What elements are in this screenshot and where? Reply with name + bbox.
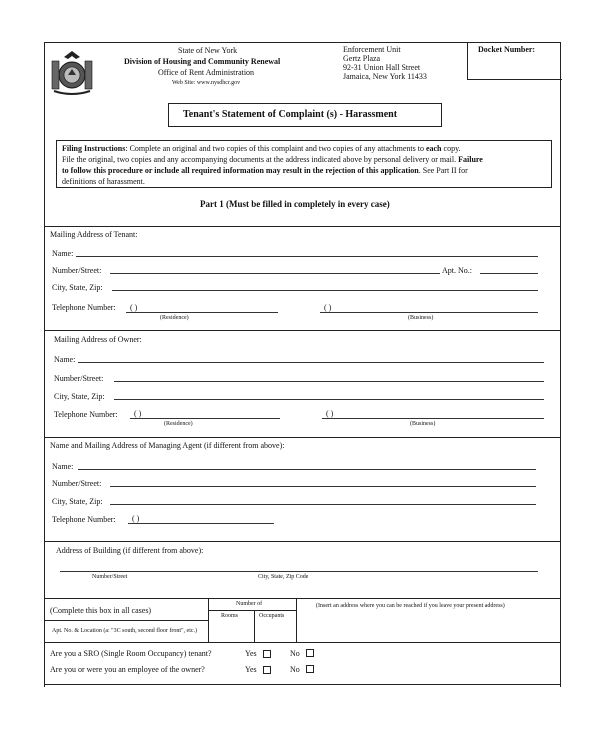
agent-area-code: ( ) <box>132 514 140 523</box>
instructions-line4: definitions of harassment. <box>62 177 145 186</box>
tenant-business-phone-input[interactable] <box>320 312 538 313</box>
alternate-address-input[interactable] <box>298 614 558 640</box>
owner-residence-caption: (Residence) <box>164 421 193 427</box>
agent-phone-input[interactable] <box>128 523 274 524</box>
docket-number-label: Docket Number: <box>478 45 536 54</box>
tenant-apt-input[interactable] <box>480 273 538 274</box>
table-bottom-border <box>44 642 560 643</box>
owner-city-input[interactable] <box>114 399 544 400</box>
rooms-input[interactable] <box>210 622 252 640</box>
table-top-border <box>44 598 560 599</box>
sro-yes-label: Yes <box>245 649 257 658</box>
owner-business-phone-input[interactable] <box>322 418 544 419</box>
tenant-business-area-code: ( ) <box>324 303 332 312</box>
tenant-city-input[interactable] <box>112 290 538 291</box>
occupants-label: Occupants <box>259 613 285 619</box>
agent-city-input[interactable] <box>110 504 536 505</box>
tenant-phone-label: Telephone Number: <box>52 303 116 312</box>
employee-no-checkbox[interactable] <box>306 665 314 673</box>
unit-plaza: Gertz Plaza <box>343 54 381 63</box>
agent-street-label: Number/Street: <box>52 479 102 488</box>
table-row-divider-left <box>44 620 208 621</box>
owner-business-area-code: ( ) <box>326 409 334 418</box>
number-of-label: Number of <box>236 601 263 607</box>
sro-question: Are you a SRO (Single Room Occupancy) tenant? <box>50 649 212 658</box>
tenant-residence-caption: (Residence) <box>160 315 189 321</box>
apt-location-label: Apt. No. & Location (a: "3C south, second floor front", etc.) <box>52 628 198 634</box>
owner-residence-phone-input[interactable] <box>130 418 280 419</box>
owner-phone-label: Telephone Number: <box>54 410 118 419</box>
tenant-apt-label: Apt. No.: <box>442 266 472 275</box>
table-row-divider-numberof <box>208 610 296 611</box>
table-col-divider-3 <box>296 598 297 642</box>
building-top-border <box>44 541 560 542</box>
agency-office: Office of Rent Administration <box>158 68 255 77</box>
agency-state: State of New York <box>178 46 238 55</box>
tenant-business-caption: (Business) <box>408 315 434 321</box>
sro-no-checkbox[interactable] <box>306 649 314 657</box>
state-seal-icon <box>48 47 96 97</box>
tenant-top-border <box>44 226 560 227</box>
part1-heading: Part 1 (Must be filled in completely in every case) <box>200 199 390 209</box>
agent-phone-label: Telephone Number: <box>52 515 116 524</box>
building-city-caption: City, State, Zip Code <box>258 574 309 580</box>
agent-name-input[interactable] <box>78 469 536 470</box>
tenant-residence-phone-input[interactable] <box>126 312 278 313</box>
owner-street-input[interactable] <box>114 381 544 382</box>
right-border <box>560 42 561 687</box>
employee-question: Are you or were you an employee of the owner? <box>50 665 205 674</box>
agent-heading: Name and Mailing Address of Managing Agent (if different from above): <box>50 441 285 450</box>
agent-street-input[interactable] <box>110 486 536 487</box>
employee-no-label: No <box>290 665 300 674</box>
employee-yes-label: Yes <box>245 665 257 674</box>
agent-city-label: City, State, Zip: <box>52 497 103 506</box>
occupants-input[interactable] <box>256 622 294 640</box>
docket-number-input[interactable] <box>470 57 558 77</box>
complete-box-label: (Complete this box in all cases) <box>50 606 152 615</box>
tenant-street-label: Number/Street: <box>52 266 102 275</box>
employee-yes-checkbox[interactable] <box>263 666 271 674</box>
instructions-line3: to follow this procedure or include all required information may result in the rejection of this application. See Part II for <box>62 166 468 175</box>
owner-residence-area-code: ( ) <box>134 409 142 418</box>
instructions-line2: File the original, two copies and any accompanying documents at the address indicated above by personal delivery or mail. Failure <box>62 155 483 164</box>
sro-no-label: No <box>290 649 300 658</box>
agent-name-label: Name: <box>52 462 74 471</box>
tenant-name-label: Name: <box>52 249 74 258</box>
docket-divider <box>467 42 468 79</box>
agent-top-border <box>44 437 560 438</box>
building-heading: Address of Building (if different from above): <box>56 546 204 555</box>
form-title: Tenant's Statement of Complaint (s) - Harassment <box>183 109 398 120</box>
top-border <box>44 42 560 43</box>
unit-name: Enforcement Unit <box>343 45 401 54</box>
rooms-label: Rooms <box>221 613 239 619</box>
docket-bottom <box>467 79 562 80</box>
unit-city: Jamaica, New York 11433 <box>343 72 427 81</box>
table-col-divider-1 <box>208 598 209 642</box>
owner-street-label: Number/Street: <box>54 374 104 383</box>
unit-street: 92-31 Union Hall Street <box>343 63 421 72</box>
owner-top-border <box>44 330 560 331</box>
tenant-heading: Mailing Address of Tenant: <box>50 230 138 239</box>
insert-address-note: (Insert an address where you can be reached if you leave your present address) <box>316 603 505 609</box>
owner-name-label: Name: <box>54 355 76 364</box>
agency-website: Web Site: www.nysdhcr.gov <box>172 80 241 86</box>
tenant-residence-area-code: ( ) <box>130 303 138 312</box>
owner-name-input[interactable] <box>78 362 544 363</box>
left-border <box>44 42 45 687</box>
table-col-divider-2 <box>254 610 255 642</box>
bottom-border <box>44 684 560 685</box>
agency-division: Division of Housing and Community Renewal <box>124 57 281 66</box>
tenant-name-input[interactable] <box>76 256 538 257</box>
owner-city-label: City, State, Zip: <box>54 392 105 401</box>
building-address-input[interactable] <box>60 571 538 572</box>
building-street-caption: Number/Street <box>92 574 128 580</box>
owner-heading: Mailing Address of Owner: <box>54 335 142 344</box>
owner-business-caption: (Business) <box>410 421 436 427</box>
tenant-street-input[interactable] <box>110 273 440 274</box>
tenant-city-label: City, State, Zip: <box>52 283 103 292</box>
instructions-line1: Filing Instructions: Complete an original and two copies of this complaint and two copies of any attachments to each copy. <box>62 144 461 153</box>
sro-yes-checkbox[interactable] <box>263 650 271 658</box>
